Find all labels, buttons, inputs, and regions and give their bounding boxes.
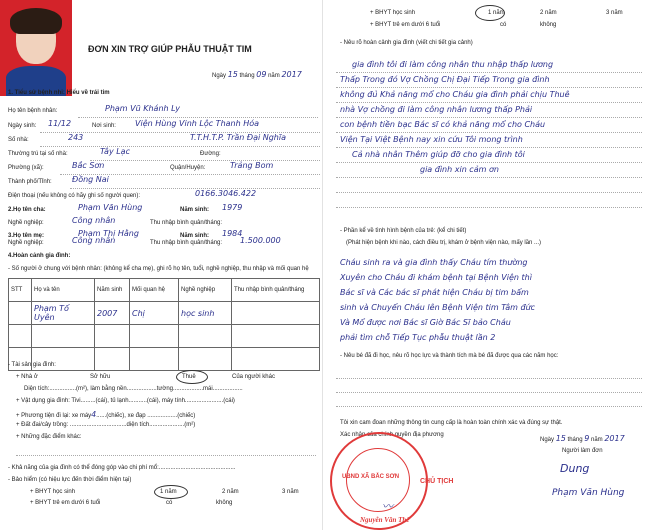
th-name: Họ và tên — [32, 279, 95, 302]
city-label: Thành phố/Tỉnh: — [8, 179, 52, 185]
photo-hair — [10, 8, 62, 34]
kin-table-header — [9, 279, 320, 302]
official-stamp-inner — [346, 448, 410, 512]
birthplace-label: Nơi sinh: — [92, 123, 116, 129]
rent-label: Thuê — [182, 374, 196, 380]
land-line: + Đất đai/cây trồng: ..................................diện tích.....................(m²) — [16, 422, 196, 428]
yes-right: có — [500, 22, 507, 28]
year2-right: 2 năm — [540, 10, 557, 16]
assets-title: - Tài sản gia đình: — [8, 362, 56, 368]
official-title: CHỦ TỊCH — [420, 478, 454, 485]
ward-value: Bắc Sơn — [72, 161, 105, 170]
official-signature: 〰 — [382, 500, 393, 513]
mother-label: 3.Họ tên mẹ: — [8, 233, 45, 239]
section-title: 1. Tiểu sử bệnh nhi: Hiểu về trái tim — [8, 90, 110, 96]
phone-value: 0166.3046.422 — [195, 189, 257, 198]
disease-text-line: sinh và Chuyển Cháu lên Bệnh Viện tim Tâm đức — [340, 303, 536, 312]
house-label: + Nhà ở — [16, 374, 38, 380]
family-text-line: không đủ Khả năng mổ cho Cháu gia đình phải chịu Thuê — [340, 90, 570, 99]
year2-left: 2 năm — [222, 489, 239, 495]
cell-name: Phạm Tố Uyên — [32, 302, 95, 325]
vehicle-line: + Phương tiện đi lại: xe máy4......(chiếc), xe đạp ..................(chiếc) — [16, 410, 196, 419]
district-label: Quận/Huyện: — [170, 165, 206, 171]
dob-value: 11/12 — [48, 119, 72, 128]
own-label: Sở hữu — [90, 374, 111, 380]
commit-note: Tôi xin cam đoan những thông tin cung cấp là hoàn toàn chính xác và đúng sự thật. — [340, 420, 563, 426]
mother-income-label: Thu nhập bình quân/tháng: — [150, 240, 223, 246]
father-label: 2.Họ tên cha: — [8, 207, 46, 213]
mother-job-label: Nghề nghiệp: — [8, 240, 44, 246]
th-relation: Mối quan hệ — [130, 279, 179, 302]
father-year-value: 1979 — [222, 203, 243, 212]
phone-label: Điện thoại (nếu không có hãy ghi số người quen): — [8, 193, 141, 199]
hamlet-value: Tây Lạc — [100, 147, 130, 156]
father-income-label: Thu nhập bình quân/tháng: — [150, 220, 223, 226]
fam-dots — [336, 177, 642, 178]
items-line: + Vật dụng gia đình: Tivi.........(cái), tủ lạnh...........(cái), máy tính.......................(cái) — [16, 398, 235, 404]
disease-text-line: Và Mổ được nơi Bác sĩ Giờ Bác Sĩ bảo Cháu — [340, 318, 511, 327]
cell-stt — [9, 302, 32, 325]
table-row — [9, 302, 320, 325]
address-label: Số nhà: — [8, 137, 29, 143]
patient-name-label: Họ tên bệnh nhân: — [8, 108, 58, 114]
fam-dots — [336, 207, 642, 208]
fam-dots — [336, 72, 642, 73]
disease-text-line: Cháu sinh ra và gia đình thấy Cháu tím thường — [340, 258, 528, 267]
th-stt: STT — [9, 279, 32, 302]
form-title: ĐƠN XIN TRỢ GIÚP PHẪU THUẬT TIM — [88, 44, 252, 54]
father-year-label: Năm sinh: — [180, 207, 210, 213]
disease-text-line: Bác sĩ và Các bác sĩ phát hiện Cháu bị tim bẩm — [340, 288, 529, 297]
ward-label: Phường (xã): — [8, 165, 44, 171]
other-owner-label: Của người khác — [232, 374, 275, 380]
kin-table — [8, 278, 320, 371]
page-divider — [322, 0, 323, 530]
school-note: - Nêu bé đã đi học, nêu rõ học lực và thành tích mà bé đã được qua các năm học: — [340, 353, 559, 359]
no-left: không — [216, 500, 233, 506]
form-date: Ngày 15 tháng 09 năm 2017 — [212, 70, 302, 79]
patient-name-value: Phạm Vũ Khánh Ly — [105, 104, 181, 113]
disease-text-line: phải tìm chỗ Tiếp Tục phẫu thuật lần 2 — [340, 333, 496, 342]
bhyt-child-right: + BHYT trẻ em dưới 6 tuổi — [370, 22, 441, 28]
fam-dots — [336, 102, 642, 103]
year3-left: 3 năm — [282, 489, 299, 495]
school-dots — [336, 392, 642, 393]
cell-year: 2007 — [95, 302, 130, 325]
birthplace-value: Viện Hùng Vinh Lộc Thanh Hóa — [135, 119, 260, 128]
district-value: Trảng Bom — [230, 161, 274, 170]
address-value: 243 — [68, 133, 84, 142]
yes-left: có — [166, 500, 173, 506]
confirm-label: Xác nhận của chính quyền địa phương — [340, 432, 444, 438]
contribute-line: - Khả năng của gia đình có thể đóng góp vào chi phí mổ:.............................................. — [8, 465, 236, 471]
fam-dots — [336, 117, 642, 118]
applicant-signature: Dung — [560, 462, 590, 475]
rent-circle — [176, 370, 208, 384]
family-note: - Số người ở chung với bệnh nhân: (không kể cha mẹ), ghi rõ họ tên, tuổi, nghề nghiệp, thu nhập và mối quan hệ — [8, 266, 309, 272]
family-text-line: Viện Tại Việt Bệnh nay xin cứu Tôi mong trình — [340, 135, 523, 144]
mother-income-value: 1.500.000 — [240, 236, 281, 245]
area-line: Diện tích:................(m²), làm bằng nền..................tường..................mái.................. — [24, 386, 243, 392]
cell-income — [232, 302, 320, 325]
applicant-label: Người làm đơn — [562, 448, 603, 454]
school-dots — [336, 378, 642, 379]
year1-left: 1 năm — [160, 489, 177, 495]
year3-right: 3 năm — [606, 10, 623, 16]
family-text-line: Cả nhà nhân Thêm giúp đỡ cho gia đình tôi — [352, 150, 525, 159]
th-year: Năm sinh — [95, 279, 130, 302]
no-right: không — [540, 22, 557, 28]
father-value: Phạm Văn Hùng — [78, 203, 143, 212]
family-text-line: con bệnh tiền bạc Bác sĩ có khả năng mổ cho Cháu — [340, 120, 546, 129]
bhyt-child-left: + BHYT trẻ em dưới 6 tuổi — [30, 500, 101, 506]
mother-value: Phạm Thị Hằng — [78, 229, 139, 238]
stamp-text: UBND XÃ BẮC SƠN — [342, 474, 400, 480]
applicant-name: Phạm Văn Hùng — [552, 488, 625, 498]
hamlet-label: Thường trú tại số nhà: — [8, 151, 68, 157]
father-job-label: Nghề nghiệp: — [8, 220, 44, 226]
family-section-label: 4.Hoàn cảnh gia đình: — [8, 253, 71, 259]
mother-year-value: 1984 — [222, 229, 243, 238]
th-job: Nghề nghiệp — [179, 279, 232, 302]
fam-dots — [336, 132, 642, 133]
hamlet-line — [90, 160, 320, 161]
family-text-line: nhà Vợ chồng đi làm công nhân lương thấp Phải — [340, 105, 533, 114]
year1-right: 1 năm — [488, 10, 505, 16]
family-text-line: Thấp Trong đó Vợ Chồng Chị Đại Tiếp Trong gia đình — [340, 75, 550, 84]
disease-note: - Phần kể về tình hình bệnh của trẻ: (kể chi tiết) — [340, 228, 467, 234]
official-name: Nguyễn Văn Thế — [360, 516, 410, 524]
year1-circle-right — [475, 5, 505, 21]
road-label: Đường: — [200, 151, 221, 157]
fam-dots — [336, 192, 642, 193]
cell-relation: Chị — [130, 302, 179, 325]
fam-dots — [336, 87, 642, 88]
sign-date: Ngày 15 tháng 9 năm 2017 — [540, 434, 625, 443]
other-line: + Những đặc điểm khác: — [16, 434, 82, 440]
cell-job: học sinh — [179, 302, 232, 325]
address-line — [40, 146, 320, 147]
family-detail-note: - Nêu rõ hoàn cảnh gia đình (viết chi tiết gia cảnh) — [340, 40, 473, 46]
disease-sub: (Phát hiện bệnh khi nào, cách điều trị, khám ở bệnh viện nào, mấy lần ...) — [346, 240, 542, 246]
family-text-line: gia đình xin cảm ơn — [420, 165, 499, 174]
school-dots — [336, 406, 642, 407]
bhyt-student-right: + BHYT học sinh — [370, 10, 416, 16]
fam-dots — [336, 147, 642, 148]
th-income: Thu nhập bình quân/tháng — [232, 279, 320, 302]
fam-dots — [336, 162, 642, 163]
mother-year-label: Năm sinh: — [180, 233, 210, 239]
disease-text-line: Xuyên cho Cháu đi khám bệnh tại Bệnh Viện thì — [340, 273, 532, 282]
address-road-value: T.T.H.T.P. Trần Đại Nghĩa — [190, 133, 287, 142]
bhyt-student-left: + BHYT học sinh — [30, 489, 76, 495]
table-row — [9, 325, 320, 348]
father-job-value: Công nhân — [72, 216, 116, 225]
patient-photo — [0, 0, 72, 96]
mother-job-value: Công nhân — [72, 236, 116, 245]
other-line-2 — [16, 455, 316, 456]
dob-label: Ngày sinh: — [8, 123, 37, 129]
year1-circle-left — [154, 485, 188, 499]
family-text-line: gia đình tôi đi làm công nhân thu nhập thấp lương — [352, 60, 554, 69]
patient-name-line — [78, 117, 318, 118]
city-value: Đồng Nai — [72, 175, 109, 184]
insurance-line: - Bảo hiểm (có hiệu lực đến thời điểm hiện tại) — [8, 477, 132, 483]
